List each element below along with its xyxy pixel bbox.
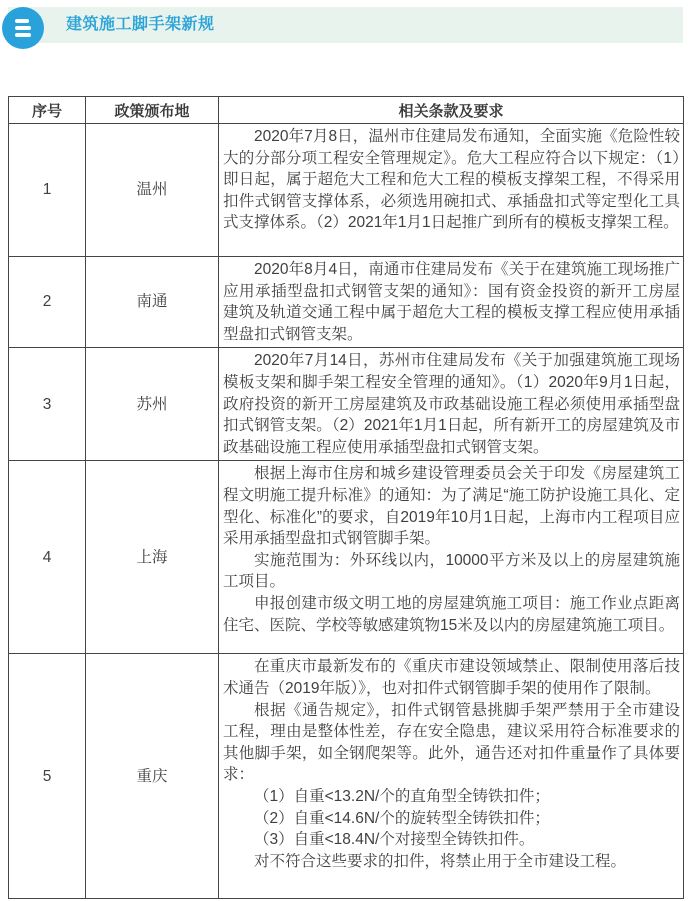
row-number-cell: 3: [9, 348, 86, 461]
table-row: [9, 124, 684, 257]
column-header-no: 序号: [9, 97, 86, 124]
menu-bar: [15, 26, 31, 30]
requirements-cell: [219, 461, 684, 654]
table-row: [9, 257, 684, 348]
menu-bar: [15, 19, 29, 23]
requirements-cell: [219, 257, 684, 348]
row-number-cell: 1: [9, 124, 86, 257]
requirement-paragraph: 2020年7月8日，温州市住建局发布通知，全面实施《危险性较大的分部分项工程安全管理规定》。危大工程应符合以下规定：（1）即日起，属于超危大工程和危大工程的模板支撑架工程，不得采用扣件式钢管支撑体系，必须选用碗扣式、承插盘扣式等定型化工具式支撑体系。（2）2021年1月1日起推广到所有的模板支撑架工程。: [223, 128, 680, 232]
column-header-requirements: 相关条款及要求: [219, 97, 684, 124]
policy-table-wrapper: [8, 96, 683, 899]
table-body: [9, 124, 684, 899]
place-cell: 南通: [86, 257, 219, 348]
requirement-paragraph: 申报创建市级文明工地的房屋建筑施工项目：施工作业点距离住宅、医院、学校等敏感建筑物15米及以内的房屋建筑施工项目。: [223, 594, 680, 634]
requirement-paragraph: 对不符合这些要求的扣件，将禁止用于全市建设工程。: [254, 852, 627, 870]
requirement-paragraph: 在重庆市最新发布的《重庆市建设领域禁止、限制使用落后技术通告（2019年版）》，也对扣件式钢管脚手架的使用作了限制。: [223, 658, 680, 697]
requirements-cell: [219, 348, 684, 461]
requirement-paragraph: 2020年8月4日，南通市住建局发布《关于在建筑施工现场推广应用承插型盘扣式钢管支架的通知》：国有资金投资的新开工房屋建筑及轨道交通工程中属于超危大工程的模板支撑工程应使用承插型盘扣式钢管支架。: [223, 261, 680, 343]
place-cell: 重庆: [86, 654, 219, 899]
requirement-paragraph: （1）自重<13.2N/个的直角型全铸铁扣件；: [254, 787, 550, 805]
section-header: [8, 7, 683, 43]
menu-bar: [15, 33, 31, 37]
policy-table: [8, 96, 684, 899]
table-row: [9, 461, 684, 654]
requirement-paragraph: 2020年7月14日，苏州市住建局发布《关于加强建筑施工现场模板支架和脚手架工程安全管理的通知》。（1）2020年9月1日起，政府投资的新开工房屋建筑及市政基础设施工程必须使用承插型盘扣式钢管支架。（2）2021年1月1日起，所有新开工的房屋建筑及市政基础设施工程应使用承插型盘扣式钢管支架。: [223, 352, 680, 456]
requirement-paragraph: （2）自重<14.6N/个的旋转型全铸铁扣件；: [254, 809, 550, 827]
requirements-cell: [219, 654, 684, 899]
page-title: 建筑施工脚手架新规: [66, 16, 215, 33]
requirement-paragraph: 实施范围为：外环线以内，10000平方米及以上的房屋建筑施工项目。: [223, 551, 680, 591]
table-row: [9, 654, 684, 899]
hamburger-menu-icon: [2, 7, 44, 49]
place-cell: 苏州: [86, 348, 219, 461]
requirement-paragraph: 根据上海市住房和城乡建设管理委员会关于印发《房屋建筑工程文明施工提升标准》的通知：为了满足“施工防护设施工具化、定型化、标准化”的要求，自2019年10月1日起，上海市内工程项目应采用承插型盘扣式钢管脚手架。: [223, 465, 680, 548]
row-number-cell: 2: [9, 257, 86, 348]
table-header-row: [9, 97, 684, 124]
row-number-cell: 4: [9, 461, 86, 654]
table-row: [9, 348, 684, 461]
place-cell: 温州: [86, 124, 219, 257]
row-number-cell: 5: [9, 654, 86, 899]
requirements-cell: [219, 124, 684, 257]
requirement-paragraph: （3）自重<18.4N/个对接型全铸铁扣件。: [254, 831, 535, 849]
column-header-place: 政策颁布地: [86, 97, 219, 124]
place-cell: 上海: [86, 461, 219, 654]
requirement-paragraph: 根据《通告规定》，扣件式钢管悬挑脚手架严禁用于全市建设工程，理由是整体性差，存在安全隐患，建议采用符合标准要求的其他脚手架，如全钢爬架等。此外，通告还对扣件重量作了具体要求：: [223, 701, 680, 784]
